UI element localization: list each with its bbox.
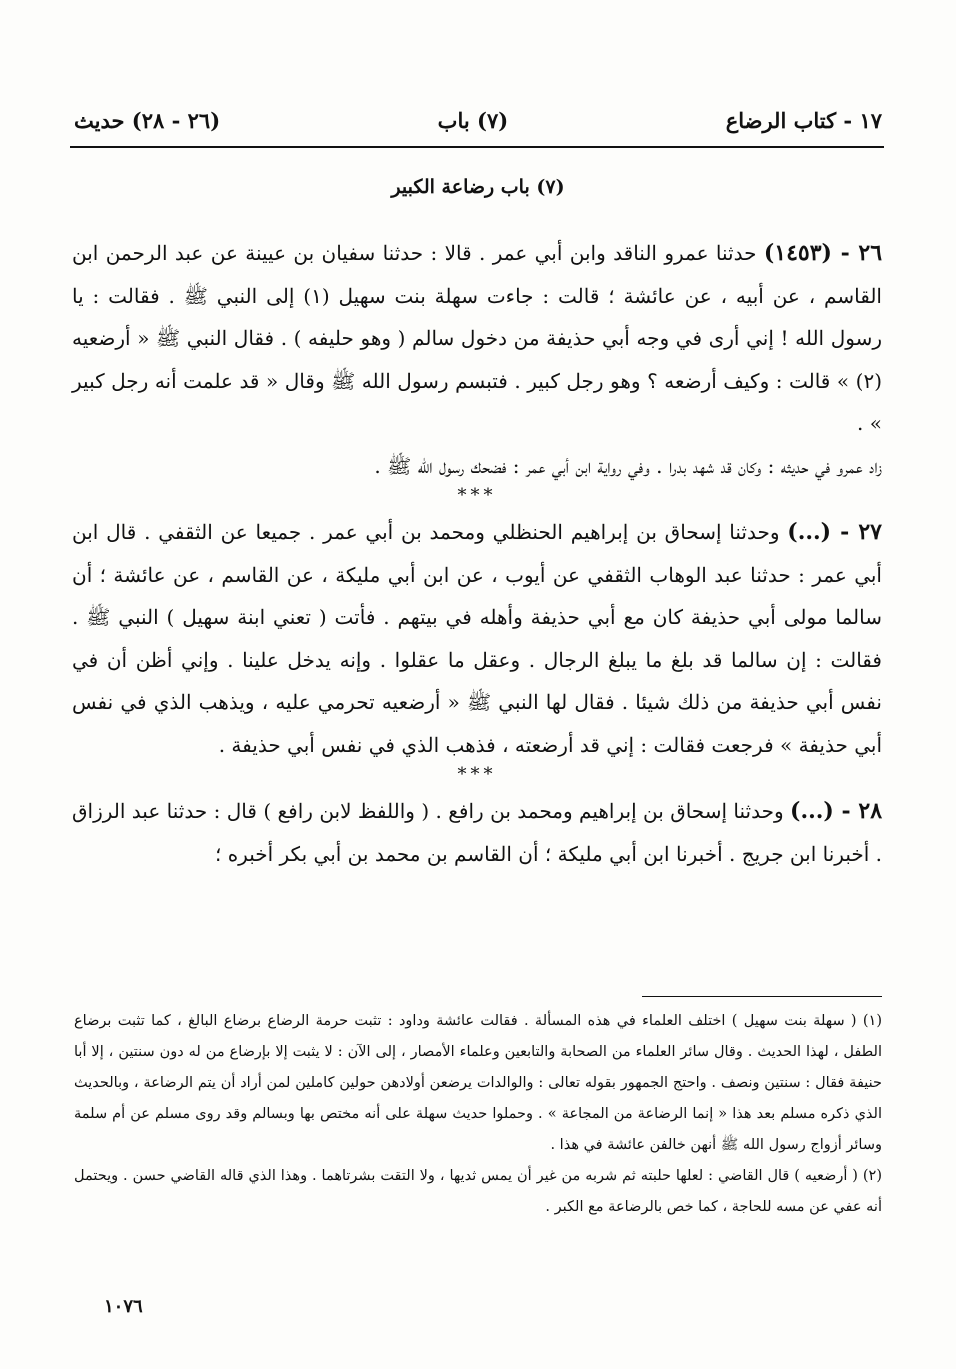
hadith-28 <box>72 790 882 875</box>
running-header <box>74 98 882 142</box>
hadith-number: ٢٧ - (...) <box>787 519 882 545</box>
main-text <box>72 232 882 875</box>
hadith-text: وحدثنا إسحاق بن إبراهيم الحنظلي ومحمد بن أبي عمر . جميعا عن الثقفي . قال ابن أبي عمر : حدثنا عبد الوهاب الثقفي عن أيوب ، عن ابن أبي مليكة ، عن القاسم ، عن عائشة ؛ أن سالما مولى أبي حذيفة كان مع أبي حذيفة وأهله في بيتهم . فأتت ( تعني ابنة سهيل ) النبي ﷺ . فقالت : إن سالما قد بلغ ما يبلغ الرجال . وعقل ما عقلوا . وإنه يدخل علينا . وإني أظن أن في نفس أبي حذيفة من ذلك شيئا . فقال لها النبي ﷺ « أرضعيه تحرمي عليه ، ويذهب الذي في نفس أبي حذيفة » فرجعت فقالت : إني قد أرضعته ، فذهب الذي في نفس أبي حذيفة . <box>72 520 882 757</box>
hadith-text: حدثنا عمرو الناقد وابن أبي عمر . قالا : حدثنا سفيان بن عيينة عن عبد الرحمن ابن القاسم ، عن أبيه ، عن عائشة ؛ قالت : جاءت سهلة بنت سهيل (١) إلى النبي ﷺ . فقالت : يا رسول الله ! إني أرى في وجه أبي حذيفة من دخول سالم ( وهو حليفه ) . فقال النبي ﷺ « أرضعيه (٢) » قالت : وكيف أرضعه ؟ وهو رجل كبير . فتبسم رسول الله ﷺ وقال « قد علمت أنه رجل كبير » . <box>72 241 882 435</box>
hadith-27 <box>72 511 882 766</box>
header-section: (٧) باب <box>437 107 509 133</box>
section-separator: *** <box>457 485 497 506</box>
page-number: ١٠٧٦ <box>104 1296 143 1317</box>
hadith-number: ٢٦ - (١٤٥٣) <box>763 240 883 266</box>
hadith-26 <box>72 232 882 445</box>
header-hadith-range: (٢٦ - ٢٨) حديث <box>74 107 221 133</box>
footnote-1: (١) ( سهلة بنت سهيل ) اختلف العلماء في هذه المسألة . فقالت عائشة وداود : تثبت حرمة الرضاع برضاع البالغ ، كما تثبت برضاع الطفل ، لهذا الحديث . وقال سائر العلماء من الصحابة والتابعين وعلماء الأمصار ، إلى الآن : لا يثبت إلا بإرضاع من له دون سنتين ، إلا أبا حنيفة فقال : سنتين ونصف . واحتج الجمهور بقوله تعالى : والوالدات يرضعن أولادهن حولين كاملين لمن أراد أن يتم الرضاعة ، وبالحديث الذي ذكره مسلم بعد هذا « إنما الرضاعة من المجاعة » . وحملوا حديث سهلة على أنه مختص بها وبسالم وقد روى مسلم عن أم سلمة وسائر أزواج رسول الله ﷺ أنهن خالفن عائشة في هذا . <box>74 1013 882 1153</box>
footnotes <box>74 1006 882 1223</box>
section-separator: *** <box>457 764 497 785</box>
hadith-26-addendum: زاد عمرو في حديثه : وكان قد شهد بدرا . وفي رواية ابن أبي عمر : فضحك رسول الله ﷺ . <box>374 453 882 478</box>
hadith-number: ٢٨ - (...) <box>790 798 883 824</box>
footnote-divider <box>642 996 882 997</box>
hadith-text: وحدثنا إسحاق بن إبراهيم ومحمد بن رافع . ( واللفظ لابن رافع ) قال : حدثنا عبد الرزاق . أخبرنا ابن جريج . أخبرنا ابن أبي مليكة ؛ أن القاسم بن محمد بن أبي بكر أخبره ؛ <box>72 799 882 866</box>
footnote-2: (٢) ( أرضعيه ) قال القاضي : لعلها حلبته ثم شربه من غير أن يمس ثديها ، ولا التقت بشرتاهما . وهذا الذي قاله القاضي حسن . ويحتمل أنه عفي عن مسه للحاجة ، كما خص بالرضاعة مع الكبر . <box>74 1168 882 1215</box>
header-divider <box>70 146 884 148</box>
chapter-title: (٧) باب رضاعة الكبير <box>391 176 565 198</box>
header-chapter: ١٧ - كتاب الرضاع <box>725 107 882 133</box>
